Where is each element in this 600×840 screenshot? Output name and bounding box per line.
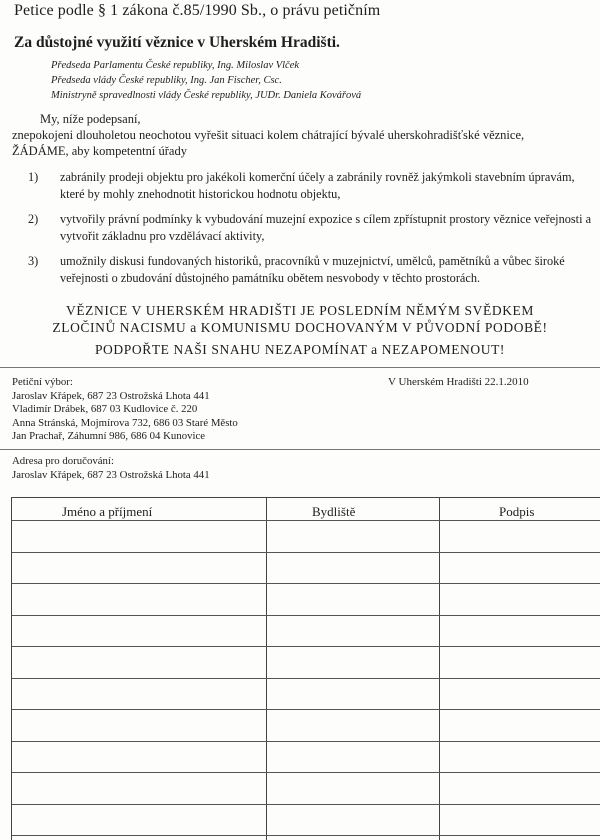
demand-number: 3) <box>28 254 39 268</box>
demand-item <box>12 169 597 203</box>
demand-item <box>12 211 597 245</box>
row-line <box>12 804 600 805</box>
demand-number: 1) <box>28 170 39 184</box>
row-line <box>12 646 600 647</box>
divider <box>0 449 600 450</box>
petition-header: Petice podle § 1 zákona č.85/1990 Sb., o právu petičním <box>14 2 381 19</box>
demand-item <box>12 253 597 287</box>
signature-table <box>11 497 600 840</box>
row-line <box>12 552 600 553</box>
petition-committee <box>12 376 238 444</box>
row-line <box>12 615 600 616</box>
slogan-line: VĚZNICE V UHERSKÉM HRADIŠTI JE POSLEDNÍM NĚMÝM SVĚDKEM <box>65 303 535 318</box>
column-header-signature: Podpis <box>499 504 535 519</box>
column-header-address: Bydliště <box>312 504 356 519</box>
addressees <box>51 58 361 103</box>
demands-list <box>12 169 597 295</box>
demand-text: vytvořily právní podmínky k vybudování muzejní expozice s cílem zpřístupnit prostory věznice veřejnosti a vytvořit základnu pro vzdělávací aktivity, <box>60 212 592 243</box>
delivery-label: Adresa pro doručování: <box>12 455 114 467</box>
row-line <box>12 583 600 584</box>
intro-line: znepokojeni dlouholetou neochotou vyřešit situaci kolem chátrající bývalé uherskohradišťské věznice, <box>12 128 525 142</box>
demand-text: zabránily prodeji objektu pro jakékoli komerční účely a zabránily rovněž jakýmkoli stavebním úpravám, které by mohly znehodnotit historickou hodnotu objektu, <box>60 170 575 201</box>
slogan-line: ZLOČINŮ NACISMU a KOMUNISMU DOCHOVANÝM V PŮVODNÍ PODOBĚ! <box>52 320 548 335</box>
demand-number: 2) <box>28 212 39 226</box>
addressee: Předseda vlády České republiky, Ing. Jan Fischer, Csc. <box>51 75 282 86</box>
addressee: Ministryně spravedlnosti vlády České republiky, JUDr. Daniela Kovářová <box>51 90 362 101</box>
intro-line: My, níže podepsaní, <box>40 112 141 126</box>
column-header-name: Jméno a příjmení <box>62 504 153 519</box>
divider <box>0 367 600 368</box>
place-date: V Uherském Hradišti 22.1.2010 <box>388 376 529 388</box>
row-line <box>12 772 600 773</box>
column-divider <box>266 498 267 840</box>
committee-member: Anna Stránská, Mojmírova 732, 686 03 Staré Město <box>12 416 238 429</box>
row-line <box>12 520 600 521</box>
delivery-address-text: Jaroslav Křápek, 687 23 Ostrožská Lhota 441 <box>12 468 210 481</box>
intro <box>12 111 524 159</box>
committee-member: Jaroslav Křápek, 687 23 Ostrožská Lhota 441 <box>12 389 210 402</box>
column-divider <box>439 498 440 840</box>
demand-text: umožnily diskusi fundovaných historiků, pracovníků v muzejnictví, umělců, pamětníků a vůbec široké veřejnosti o zbudování důstojného památníku obětem nesvobody v těchto prostorách. <box>60 254 565 285</box>
committee-member: Jan Prachař, Záhumní 986, 686 04 Kunovice <box>12 430 206 442</box>
row-line <box>12 709 600 710</box>
committee-label: Petiční výbor: <box>12 376 73 388</box>
row-line <box>12 678 600 679</box>
committee-member: Vladimír Drábek, 687 03 Kudlovice č. 220 <box>12 403 198 415</box>
row-line <box>12 835 600 836</box>
slogan-line: PODPOŘTE NAŠI SNAHU NEZAPOMÍNAT a NEZAPOMENOUT! <box>94 342 506 357</box>
delivery-address <box>12 455 210 482</box>
petition-title: Za důstojné využití věznice v Uherském Hradišti. <box>14 34 340 51</box>
intro-line: ŽÁDÁME, aby kompetentní úřady <box>12 144 187 158</box>
row-line <box>12 741 600 742</box>
addressee: Předseda Parlamentu České republiky, Ing. Miloslav Vlček <box>51 60 300 71</box>
